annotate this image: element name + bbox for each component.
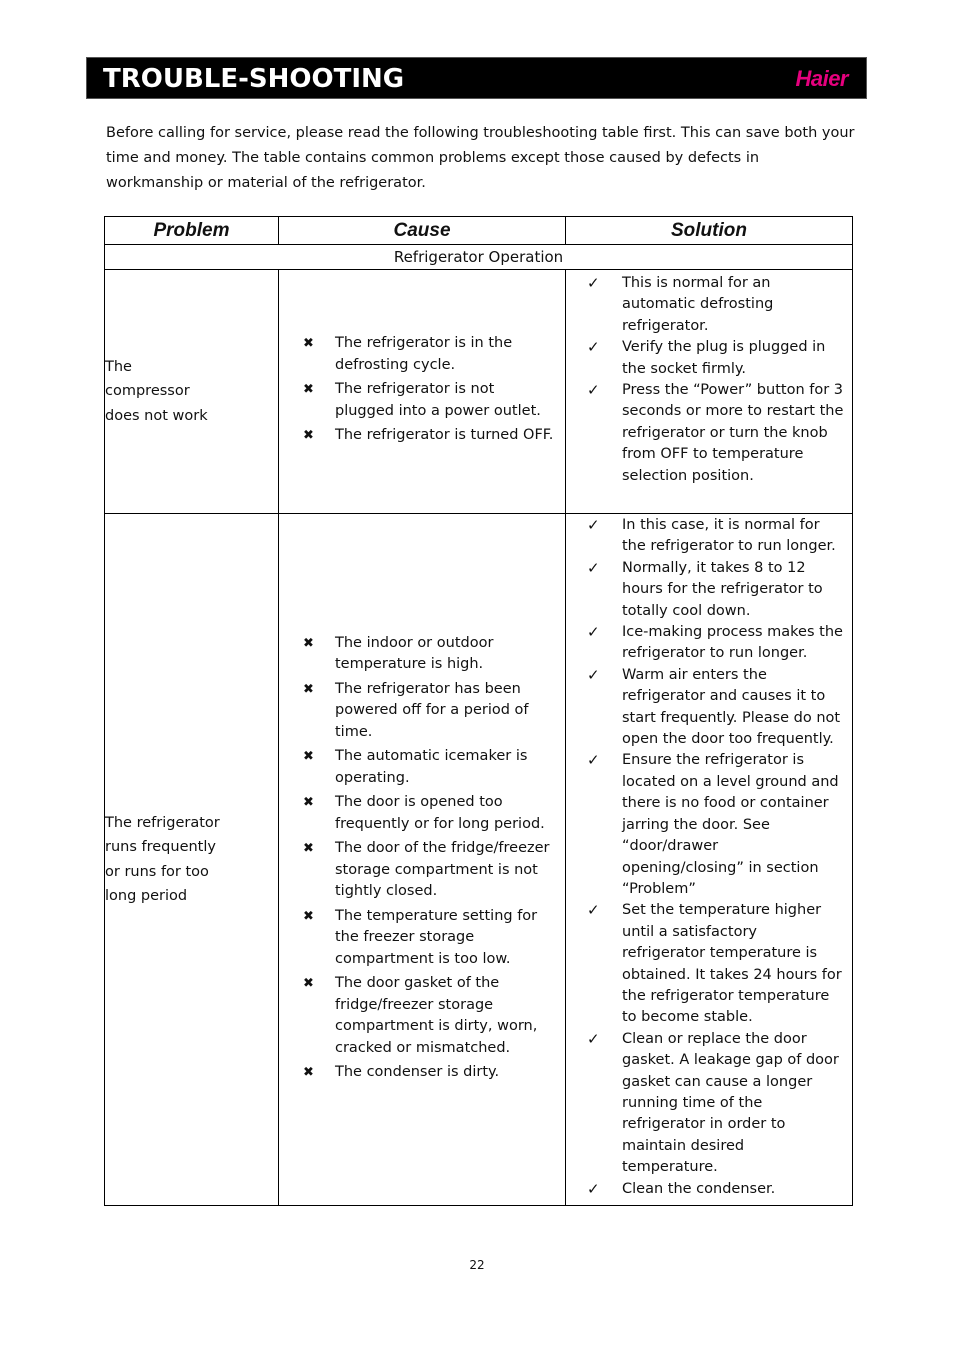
cross-mark-icon: ✖ <box>303 841 314 856</box>
solution-text: Clean the condenser. <box>622 1180 776 1197</box>
column-header-cause: Cause <box>279 217 566 245</box>
solution-text: Warm air enters the refrigerator and causes it to start frequently. Please do not open the door too frequently. <box>622 666 841 748</box>
problem-cell <box>105 270 279 514</box>
solution-item <box>566 900 852 1028</box>
cause-item <box>279 838 565 903</box>
solution-cell <box>566 270 853 514</box>
cause-text: The door gasket of the fridge/freezer storage compartment is dirty, worn, cracked or mismatched. <box>335 975 538 1056</box>
check-mark-icon: ✓ <box>587 381 600 400</box>
solution-text: Ice-making process makes the refrigerator to run longer. <box>622 624 843 662</box>
cause-item <box>279 746 565 789</box>
cross-mark-icon: ✖ <box>303 908 314 924</box>
check-mark-icon: ✓ <box>587 274 600 292</box>
check-mark-icon: ✓ <box>587 665 600 684</box>
cause-item <box>279 333 565 376</box>
cross-mark-icon: ✖ <box>303 749 314 764</box>
check-mark-icon: ✓ <box>587 901 600 920</box>
intro-paragraph: Before calling for service, please read the following troubleshooting table first. This can save both your time and money. The table contains common problems except those caused by defects in workmanship or material of the refrigerator. <box>106 125 855 191</box>
table-header-row <box>105 217 853 245</box>
section-row <box>105 245 853 270</box>
problem-text: The compressor does not work <box>105 358 208 424</box>
header-bar <box>86 57 867 99</box>
brand-logo: Haier <box>795 66 848 91</box>
solution-item <box>566 558 852 622</box>
solution-text: Press the “Power” button for 3 seconds or more to restart the refrigerator or turn the knob from OFF to temperature selection position. <box>622 382 844 484</box>
check-mark-icon: ✓ <box>587 751 600 770</box>
solution-item <box>566 622 852 665</box>
cause-text: The door of the fridge/freezer storage compartment is not tightly closed. <box>335 840 550 899</box>
solution-text: Clean or replace the door gasket. A leakage gap of door gasket can cause a longer running time of the refrigerator in order to maintain desired temperature. <box>622 1030 839 1176</box>
page-title: TROUBLE-SHOOTING <box>103 64 405 94</box>
cause-text: The refrigerator is not plugged into a power outlet. <box>335 381 541 419</box>
cross-mark-icon: ✖ <box>303 428 314 444</box>
cause-text: The refrigerator is turned OFF. <box>335 427 554 444</box>
solution-text: Set the temperature higher until a satisfactory refrigerator temperature is obtained. It takes 24 hours for the refrigerator temperature to become stable. <box>622 902 842 1026</box>
troubleshooting-table <box>104 216 853 1206</box>
cause-text: The refrigerator has been powered off for a period of time. <box>335 680 529 740</box>
table-row <box>105 514 853 1206</box>
cross-mark-icon: ✖ <box>303 635 314 651</box>
solution-text: This is normal for an automatic defrosting refrigerator. <box>622 275 774 334</box>
solution-item <box>566 750 852 900</box>
section-title: Refrigerator Operation <box>105 245 853 270</box>
cross-mark-icon: ✖ <box>303 976 314 991</box>
cause-item <box>279 679 565 744</box>
check-mark-icon: ✓ <box>587 338 600 357</box>
solution-text: In this case, it is normal for the refrigerator to run longer. <box>622 517 836 555</box>
table-row <box>105 270 853 514</box>
solution-text: Normally, it takes 8 to 12 hours for the refrigerator to totally cool down. <box>622 559 823 619</box>
check-mark-icon: ✓ <box>587 1029 600 1048</box>
page-number: 22 <box>469 1258 485 1272</box>
cause-cell <box>279 514 566 1206</box>
cause-list <box>279 333 565 447</box>
cause-item <box>279 906 565 971</box>
solution-list <box>566 273 852 487</box>
cross-mark-icon: ✖ <box>303 681 314 697</box>
solution-item <box>566 665 852 751</box>
column-header-problem: Problem <box>105 217 279 245</box>
problem-text: The refrigerator runs frequently or runs for too long period <box>105 814 220 904</box>
cause-text: The indoor or outdoor temperature is high. <box>335 634 494 672</box>
cause-cell <box>279 270 566 514</box>
column-header-solution: Solution <box>566 217 853 245</box>
check-mark-icon: ✓ <box>587 516 600 534</box>
solution-cell <box>566 514 853 1206</box>
check-mark-icon: ✓ <box>587 558 600 577</box>
solution-text: Ensure the refrigerator is located on a level ground and there is no food or container jarring the door. See “door/drawer opening/closing” in section “Problem” <box>622 752 839 897</box>
check-mark-icon: ✓ <box>587 623 600 642</box>
cause-item <box>279 379 565 422</box>
solution-item <box>566 515 852 558</box>
cause-item <box>279 1062 565 1084</box>
solution-item <box>566 337 852 380</box>
cross-mark-icon: ✖ <box>303 336 314 352</box>
solution-item <box>566 1029 852 1179</box>
solution-item <box>566 1179 852 1200</box>
solution-item <box>566 380 852 487</box>
solution-item <box>566 273 852 337</box>
cause-item <box>279 973 565 1059</box>
solution-list <box>566 515 852 1200</box>
cause-text: The condenser is dirty. <box>335 1064 500 1080</box>
cross-mark-icon: ✖ <box>303 1065 314 1080</box>
cause-text: The automatic icemaker is operating. <box>335 748 528 786</box>
cause-list <box>279 633 565 1084</box>
cause-item <box>279 633 565 676</box>
cause-text: The temperature setting for the freezer storage compartment is too low. <box>335 907 538 967</box>
cross-mark-icon: ✖ <box>303 795 314 810</box>
cross-mark-icon: ✖ <box>303 382 314 398</box>
cause-item <box>279 792 565 835</box>
cause-item <box>279 425 565 447</box>
cause-text: The door is opened too frequently or for long period. <box>335 794 545 832</box>
solution-text: Verify the plug is plugged in the socket firmly. <box>622 339 826 377</box>
problem-cell <box>105 514 279 1206</box>
check-mark-icon: ✓ <box>587 1179 600 1198</box>
cause-text: The refrigerator is in the defrosting cycle. <box>335 335 513 373</box>
